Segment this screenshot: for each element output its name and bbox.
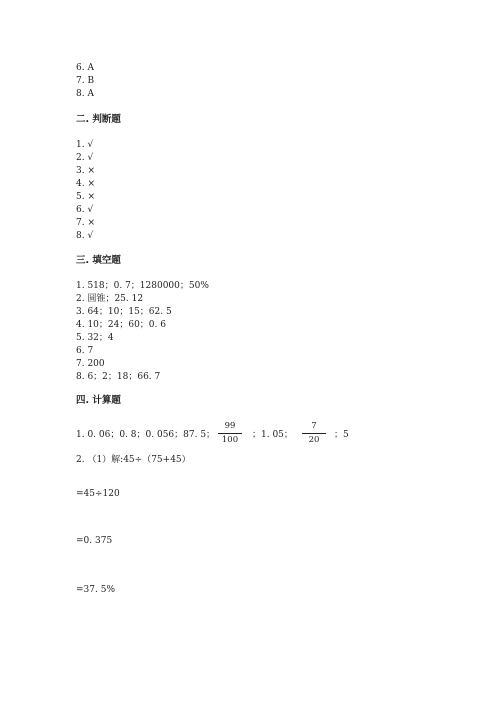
judgement-answer-2: 2. √ (76, 153, 94, 163)
section-heading-judgement: 二. 判断题 (76, 114, 121, 125)
fraction-bar (218, 433, 242, 434)
judgement-answer-3: 3. × (76, 166, 95, 176)
choice-answer-6: 6. A (76, 63, 94, 73)
judgement-answer-4: 4. × (76, 179, 95, 189)
calc-answer-2-step-1: 2. （1）解:45÷（75+45） (76, 455, 191, 465)
judgement-answer-8: 8. √ (76, 231, 94, 241)
choice-answer-8: 8. A (76, 89, 94, 99)
fill-answer-6: 6. 7 (76, 346, 94, 356)
fill-answer-1: 1. 518；0. 7；1280000；50% (76, 281, 209, 291)
fraction-numerator: 7 (311, 421, 317, 431)
fill-answer-8: 8. 6；2；18；66. 7 (76, 372, 161, 382)
calc-answer-2-step-4: =37. 5% (76, 585, 115, 595)
section-heading-calculation: 四. 计算题 (76, 395, 121, 406)
calc-answer-1-part3: ；5 (334, 430, 349, 440)
fraction-numerator: 99 (224, 421, 236, 431)
calc-answer-1-part1: 1. 0. 06；0. 8；0. 056；87. 5； (76, 430, 216, 440)
fraction-99-100 (218, 421, 242, 446)
fill-answer-5: 5. 32；4 (76, 333, 114, 343)
fraction-denominator: 20 (308, 435, 320, 445)
judgement-answer-5: 5. × (76, 192, 95, 202)
fill-answer-4: 4. 10；24；60；0. 6 (76, 320, 166, 330)
section-heading-fill-blank: 三. 填空题 (76, 255, 121, 266)
calc-answer-2-step-2: =45÷120 (76, 489, 120, 499)
fill-answer-3: 3. 64；10；15；62. 5 (76, 307, 172, 317)
calc-answer-1-part2: ；1. 05； (252, 430, 293, 440)
judgement-answer-7: 7. × (76, 218, 95, 228)
judgement-answer-6: 6. √ (76, 205, 94, 215)
fill-answer-2: 2. 圆锥；25. 12 (76, 294, 144, 304)
fraction-7-20 (302, 421, 326, 446)
fraction-denominator: 100 (221, 435, 239, 445)
judgement-answer-1: 1. √ (76, 140, 94, 150)
choice-answer-7: 7. B (76, 76, 95, 86)
fill-answer-7: 7. 200 (76, 359, 105, 369)
calc-answer-2-step-3: =0. 375 (76, 536, 113, 546)
fraction-bar (302, 433, 326, 434)
